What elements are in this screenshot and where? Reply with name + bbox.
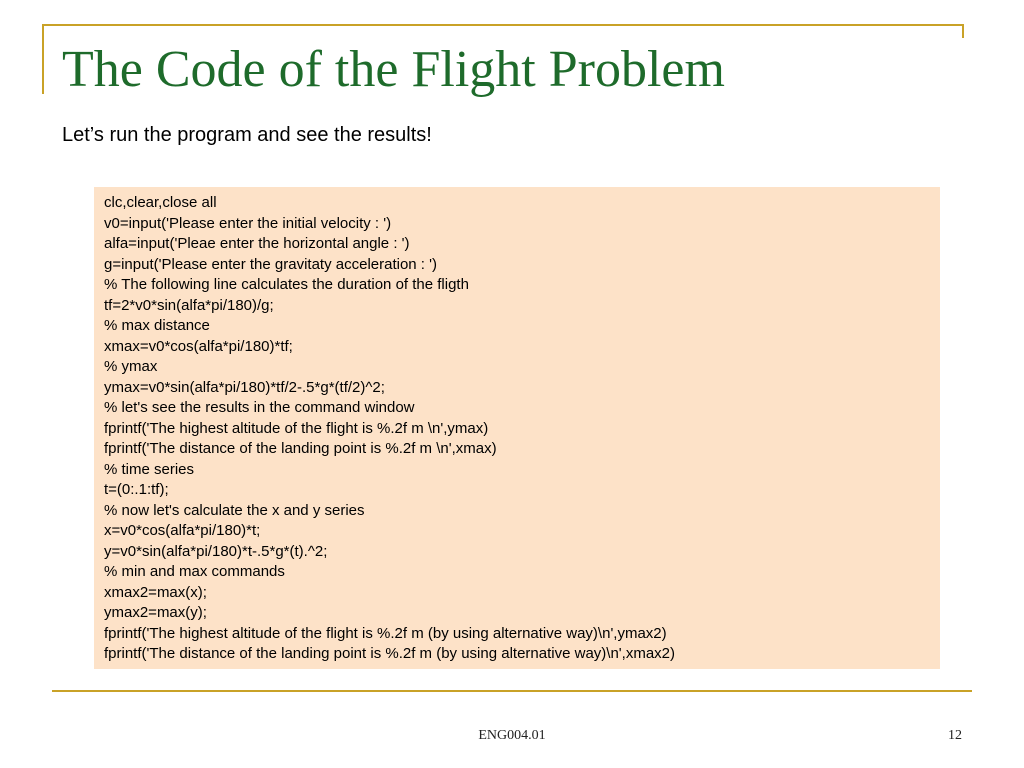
code-line: v0=input('Please enter the initial velocity : ') bbox=[104, 214, 392, 232]
code-line: % min and max commands bbox=[104, 563, 285, 580]
code-line: x=v0*cos(alfa*pi/180)*t; bbox=[104, 522, 261, 539]
right-border-tick bbox=[962, 24, 964, 38]
code-line: xmax2=max(x); bbox=[104, 583, 207, 601]
code-line: clc,clear,close all bbox=[104, 194, 217, 211]
code-line: fprintf('The highest altitude of the flight is %.2f m \n',ymax) bbox=[104, 419, 489, 437]
left-border-rule bbox=[42, 24, 44, 94]
code-line: % The following line calculates the duration of the fligth bbox=[104, 276, 469, 293]
top-border-rule bbox=[42, 24, 964, 26]
code-line: % ymax bbox=[104, 358, 158, 375]
code-line: % max distance bbox=[104, 317, 210, 334]
code-line: % time series bbox=[104, 460, 195, 478]
slide-title: The Code of the Flight Problem bbox=[62, 41, 725, 98]
code-line: fprintf('The distance of the landing point is %.2f m (by using alternative way)\n',xmax2) bbox=[104, 645, 675, 662]
code-line: % let's see the results in the command window bbox=[104, 399, 415, 416]
code-line: alfa=input('Pleae enter the horizontal angle : ') bbox=[104, 235, 410, 252]
page-number: 12 bbox=[948, 728, 962, 743]
footer-course-code: ENG004.01 bbox=[478, 728, 546, 743]
code-line: g=input('Please enter the gravitaty acceleration : ') bbox=[104, 255, 437, 273]
slide-subtitle: Let’s run the program and see the results! bbox=[62, 124, 432, 146]
code-line: y=v0*sin(alfa*pi/180)*t-.5*g*(t).^2; bbox=[104, 542, 328, 560]
code-line: ymax2=max(y); bbox=[104, 604, 207, 621]
code-line: fprintf('The distance of the landing point is %.2f m \n',xmax) bbox=[104, 440, 497, 457]
code-line: tf=2*v0*sin(alfa*pi/180)/g; bbox=[104, 296, 274, 314]
code-line: % now let's calculate the x and y series bbox=[104, 501, 365, 519]
footer-rule bbox=[52, 690, 972, 692]
code-line: t=(0:.1:tf); bbox=[104, 481, 169, 498]
code-line: xmax=v0*cos(alfa*pi/180)*tf; bbox=[104, 337, 293, 355]
code-line: fprintf('The highest altitude of the flight is %.2f m (by using alternative way)\n',ymax2) bbox=[104, 624, 667, 642]
code-block bbox=[94, 187, 940, 669]
code-line: ymax=v0*sin(alfa*pi/180)*tf/2-.5*g*(tf/2)^2; bbox=[104, 378, 385, 396]
